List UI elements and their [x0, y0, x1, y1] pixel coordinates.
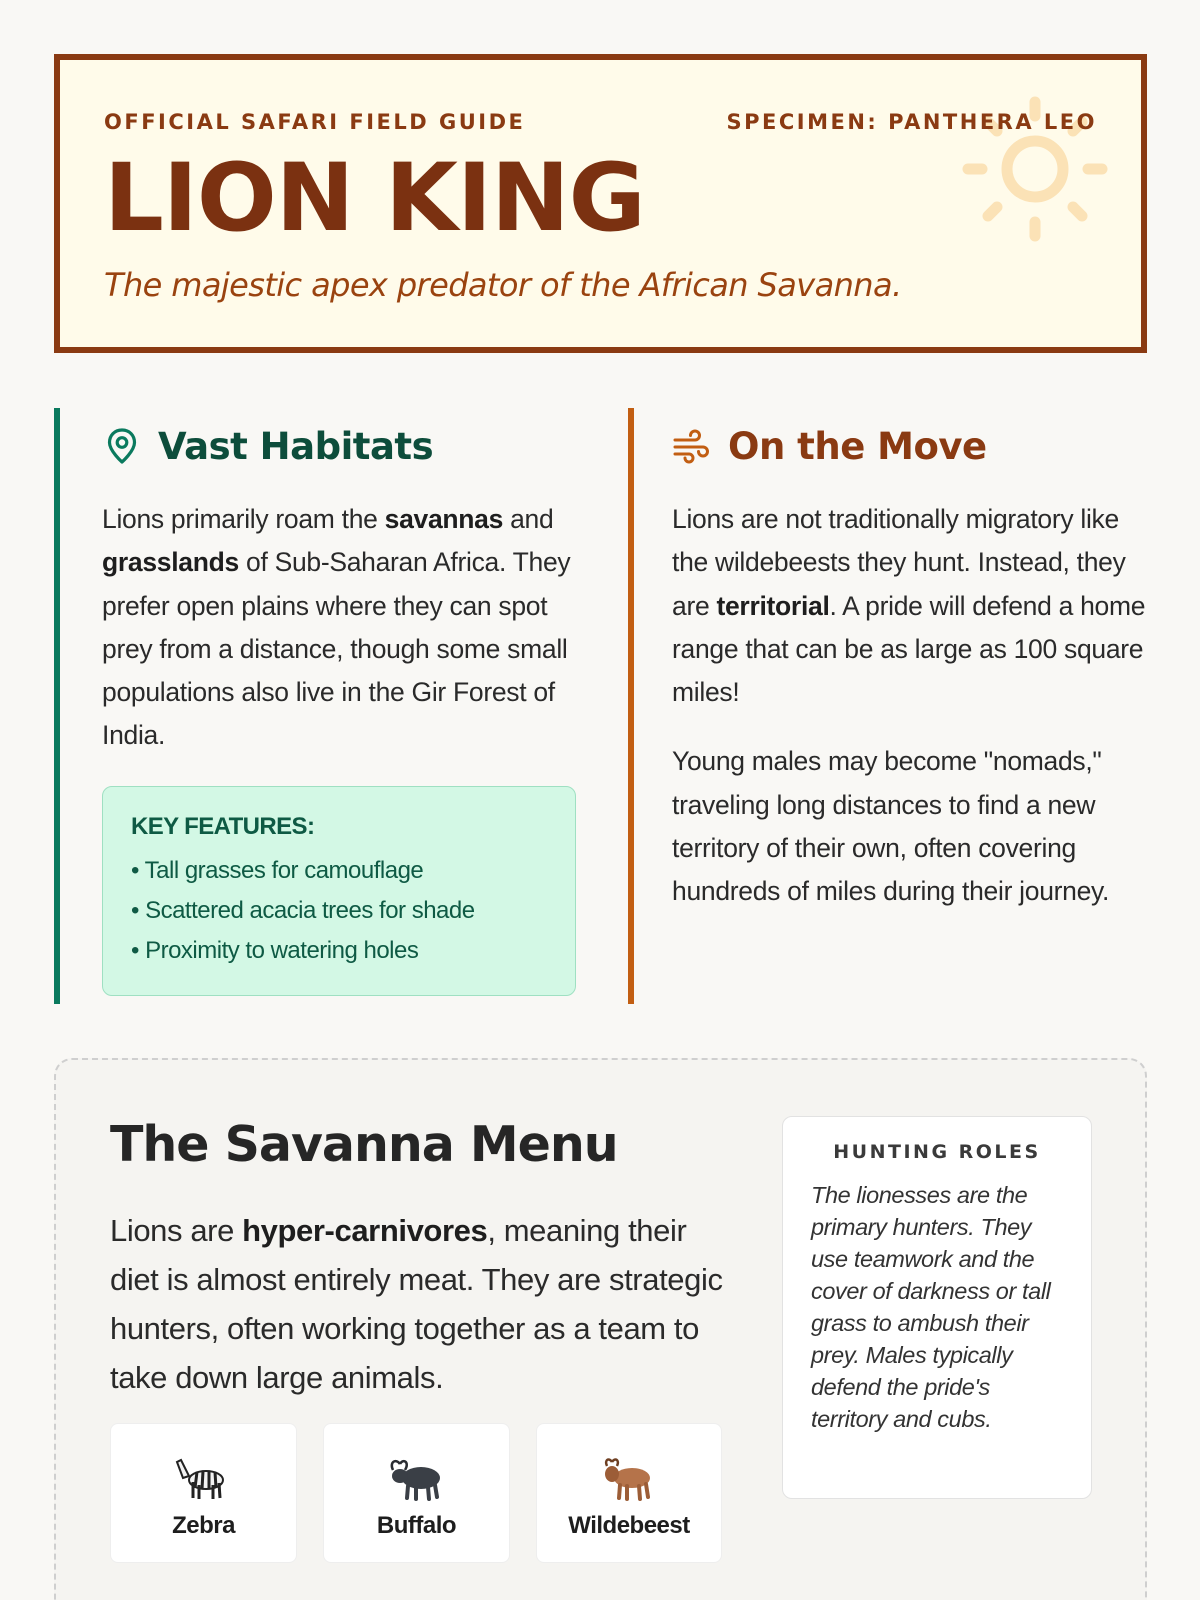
prey-label: Zebra — [172, 1512, 235, 1539]
prey-list — [110, 1423, 722, 1563]
movement-heading-row — [672, 416, 1148, 476]
movement-heading: On the Move — [728, 424, 987, 468]
prey-card-buffalo — [323, 1423, 510, 1563]
menu-paragraph: Lions are hyper-carnivores, meaning their diet is almost entirely meat. They are strategic hunters, often working together as a team to take down large animals. — [110, 1213, 723, 1395]
movement-section — [628, 408, 1148, 1004]
menu-heading: The Savanna Menu — [110, 1116, 618, 1173]
wildebeest-icon — [598, 1452, 660, 1502]
territory-paragraph: Lions are not traditionally migratory like the wildebeests they hunt. Instead, they are territorial. A pride will defend a home range that can be as large as 100 square miles! — [672, 504, 1146, 708]
map-pin-icon — [102, 426, 142, 466]
zebra-icon — [173, 1452, 235, 1502]
guide-header — [54, 54, 1147, 353]
page-subtitle: The majestic apex predator of the African Savanna. — [104, 266, 902, 304]
wind-icon — [672, 426, 712, 466]
prey-card-wildebeest — [536, 1423, 722, 1563]
specimen-label: SPECIMEN: PANTHERA LEO — [726, 110, 1097, 134]
key-features-title: KEY FEATURES: — [131, 812, 315, 840]
key-features-list — [131, 851, 575, 971]
list-item: • Proximity to watering holes — [131, 936, 419, 964]
habitat-heading: Vast Habitats — [158, 424, 434, 468]
list-item: • Tall grasses for camouflage — [131, 856, 424, 884]
emphasis: grasslands — [102, 547, 239, 578]
prey-card-zebra — [110, 1423, 297, 1563]
hunting-roles-text: The lionesses are the primary hunters. They use teamwork and the cover of darkness or tall grass to ambush their prey. Males typically defend the pride's territory and cubs. — [811, 1182, 1051, 1432]
prey-label: Buffalo — [376, 1512, 457, 1539]
nomad-paragraph: Young males may become "nomads," traveling long distances to find a new territory of their own, often covering hundreds of miles during their journey. — [672, 746, 1110, 907]
hunting-roles-card — [782, 1116, 1092, 1499]
emphasis: savannas — [384, 504, 504, 534]
emphasis: hyper-carnivores — [242, 1213, 488, 1248]
emphasis: territorial — [716, 590, 830, 621]
page-title: LION KING — [104, 144, 645, 253]
guide-kicker: OFFICIAL SAFARI FIELD GUIDE — [104, 110, 526, 134]
savanna-menu-section — [54, 1058, 1147, 1600]
buffalo-icon — [386, 1452, 448, 1502]
habitat-paragraph: Lions primarily roam the savannas and grasslands of Sub-Saharan Africa. They prefer open plains where they can spot prey from a distance, though some small populations also live in the Gir Forest of India. — [102, 504, 571, 751]
habitat-heading-row — [102, 416, 574, 476]
key-features-box — [102, 786, 576, 996]
hunting-roles-title: HUNTING ROLES — [833, 1141, 1041, 1163]
prey-label: Wildebeest — [568, 1512, 690, 1539]
list-item: • Scattered acacia trees for shade — [131, 896, 475, 924]
habitat-section — [54, 408, 574, 1004]
